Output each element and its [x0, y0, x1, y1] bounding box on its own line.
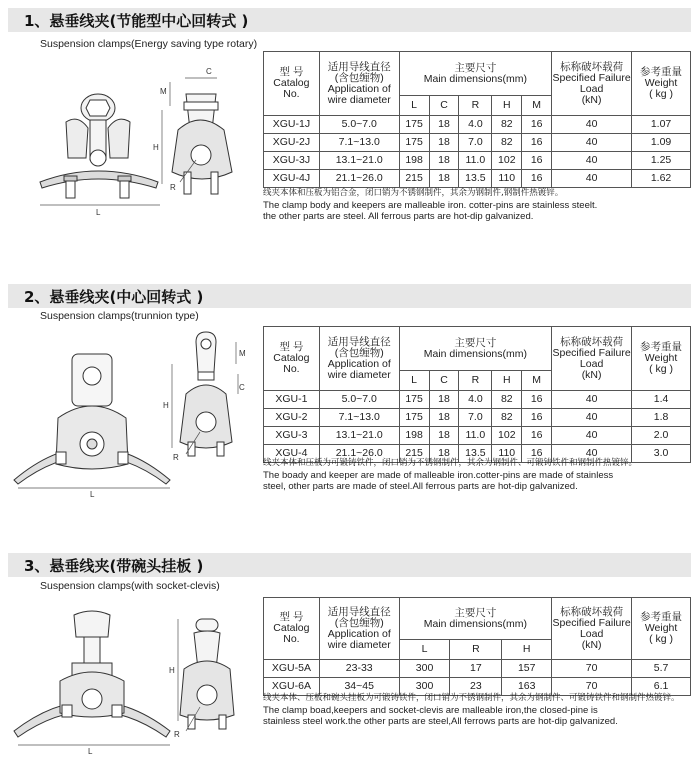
cell-load: 40: [552, 170, 632, 188]
cell-l: 215: [399, 170, 429, 188]
cell-weight: 1.25: [632, 152, 691, 170]
header-dims: 主要尺寸 Main dimensions(mm): [399, 327, 551, 371]
cell-c: 18: [429, 445, 459, 463]
clamp-drawing-socket-clevis: [10, 597, 255, 757]
header-dim-R: R: [450, 640, 502, 660]
cell-weight: 1.4: [632, 391, 691, 409]
spec-table: [263, 597, 691, 696]
cell-m: 16: [522, 391, 552, 409]
cell-weight: 2.0: [632, 427, 691, 445]
cell-weight: 1.8: [632, 409, 691, 427]
section-subtitle: Suspension clamps(Energy saving type rotary): [40, 38, 258, 50]
cell-no: XGU-1J: [264, 116, 320, 134]
section-subtitle: Suspension clamps(trunnion type): [40, 310, 199, 322]
cell-l: 215: [399, 445, 429, 463]
cell-l: 175: [399, 391, 429, 409]
header-catalog: 型 号 Catalog No.: [264, 598, 320, 660]
cell-h: 157: [502, 660, 552, 678]
cell-h: 82: [492, 391, 522, 409]
cell-l: 175: [399, 116, 429, 134]
cell-weight: 1.09: [632, 134, 691, 152]
section-1: [0, 0, 699, 240]
cell-l: 198: [399, 152, 429, 170]
cell-l: 300: [399, 678, 450, 696]
dim-label-R: R: [174, 730, 180, 739]
cell-weight: 1.07: [632, 116, 691, 134]
cell-h: 110: [492, 445, 522, 463]
cell-m: 16: [522, 445, 552, 463]
cell-r: 4.0: [459, 116, 492, 134]
cell-m: 16: [522, 152, 552, 170]
cell-load: 40: [552, 134, 632, 152]
cell-wire: 13.1~21.0: [319, 427, 399, 445]
header-load: 标称破坏载荷 Specified Failure Load (kN): [552, 52, 632, 116]
cell-no: XGU-2J: [264, 134, 320, 152]
dim-label-L: L: [96, 208, 101, 217]
cell-wire: 23-33: [319, 660, 399, 678]
cell-wire: 7.1~13.0: [319, 134, 399, 152]
cell-r: 13.5: [459, 170, 492, 188]
cell-no: XGU-6A: [264, 678, 320, 696]
cell-r: 17: [450, 660, 502, 678]
cell-wire: 7.1~13.0: [319, 409, 399, 427]
cell-load: 40: [552, 445, 632, 463]
cell-c: 18: [429, 134, 459, 152]
cell-h: 102: [492, 427, 522, 445]
dim-label-R: R: [170, 183, 176, 192]
cell-l: 300: [399, 660, 450, 678]
table-row: [264, 170, 691, 188]
spec-table: [263, 51, 691, 188]
header-catalog: 型 号 Catalog No.: [264, 52, 320, 116]
cell-r: 7.0: [459, 409, 492, 427]
section-subtitle: Suspension clamps(with socket-clevis): [40, 580, 220, 592]
header-dims: 主要尺寸 Main dimensions(mm): [399, 598, 552, 640]
dim-label-M: M: [160, 87, 167, 96]
section-title: 2、悬垂线夹(中心回转式 ): [24, 288, 204, 306]
cell-h: 82: [492, 134, 522, 152]
cell-h: 163: [502, 678, 552, 696]
clamp-drawing-energy-saving: [10, 60, 255, 220]
cell-h: 102: [492, 152, 522, 170]
cell-c: 18: [429, 116, 459, 134]
cell-wire: 21.1~26.0: [319, 445, 399, 463]
cell-wire: 13.1~21.0: [319, 152, 399, 170]
material-note-en: The clamp body and keepers are malleable iron. cotter-pins are stainless steelt. the other parts are steel. All ferrous parts are hot-dip galvanized.: [263, 200, 598, 222]
dim-label-R: R: [173, 453, 179, 462]
cell-no: XGU-1: [264, 391, 320, 409]
cell-h: 110: [492, 170, 522, 188]
header-wire: 适用导线直径 (含包缠物) Application of wire diameter: [319, 327, 399, 391]
header-weight: 参考重量 Weight ( kg ): [632, 52, 691, 116]
cell-no: XGU-2: [264, 409, 320, 427]
header-dim-R: R: [459, 371, 492, 391]
cell-weight: 6.1: [632, 678, 691, 696]
table-row: [264, 660, 691, 678]
cell-m: 16: [522, 170, 552, 188]
cell-r: 7.0: [459, 134, 492, 152]
section-title-bar: [8, 8, 691, 32]
dim-label-H: H: [163, 401, 169, 410]
section-title: 1、悬垂线夹(节能型中心回转式 ): [24, 12, 249, 30]
header-dim-L: L: [399, 640, 450, 660]
cell-m: 16: [522, 116, 552, 134]
cell-c: 18: [429, 427, 459, 445]
cell-r: 23: [450, 678, 502, 696]
material-note-en: The boady and keeper are made of malleable iron.cotter-pins are made of stainless steel, other parts are made of steel.All ferrous parts are hot-dip galvanized.: [263, 470, 614, 492]
header-dim-H: H: [492, 371, 522, 391]
dim-label-M: M: [239, 349, 246, 358]
header-dim-L: L: [399, 96, 429, 116]
cell-wire: 5.0~7.0: [319, 391, 399, 409]
cell-no: XGU-3: [264, 427, 320, 445]
cell-wire: 21.1~26.0: [319, 170, 399, 188]
cell-weight: 1.62: [632, 170, 691, 188]
section-title-bar: [8, 284, 691, 308]
header-dim-H: H: [502, 640, 552, 660]
cell-no: XGU-4J: [264, 170, 320, 188]
cell-l: 175: [399, 409, 429, 427]
table-row: [264, 391, 691, 409]
cell-wire: 34~45: [319, 678, 399, 696]
header-dim-C: C: [429, 96, 459, 116]
section-3: [0, 545, 699, 757]
cell-no: XGU-5A: [264, 660, 320, 678]
spec-table: [263, 326, 691, 463]
cell-weight: 5.7: [632, 660, 691, 678]
dim-label-L: L: [88, 747, 93, 756]
material-note-cn: 线夹本体和压板为铝合金，闭口销为不锈钢制件，其余为钢制件,钢制件热镀锌。: [263, 188, 564, 198]
header-dim-H: H: [492, 96, 522, 116]
header-dim-L: L: [399, 371, 429, 391]
cell-load: 40: [552, 391, 632, 409]
table-row: [264, 427, 691, 445]
cell-h: 82: [492, 409, 522, 427]
section-title-bar: [8, 553, 691, 577]
cell-load: 70: [552, 660, 632, 678]
dim-label-H: H: [153, 143, 159, 152]
cell-load: 40: [552, 427, 632, 445]
cell-l: 198: [399, 427, 429, 445]
header-weight: 参考重量 Weight ( kg ): [632, 327, 691, 391]
material-note-en: The clamp boad,keepers and socket-clevis are malleable iron,the closed-pine is stainless steel work.the other parts are steel,All ferrows parts are hot-dip galvanized.: [263, 705, 618, 727]
header-dim-R: R: [459, 96, 492, 116]
section-2: [0, 276, 699, 506]
material-note-cn: 线夹本体、压板和碗头挂板为可锻铸铁件，闭口销为不锈钢制件，其余为钢制件、可锻铸铁件和钢制件热镀锌。: [263, 693, 680, 703]
cell-m: 16: [522, 409, 552, 427]
cell-m: 16: [522, 134, 552, 152]
cell-no: XGU-3J: [264, 152, 320, 170]
header-load: 标称破坏载荷 Specified Failure Load (kN): [552, 327, 632, 391]
header-dim-M: M: [522, 371, 552, 391]
material-note-cn: 线夹本体和压板为可锻铸铁件，闭口销为不锈钢制件，其余为钢制件、可锻铸铁件和钢制件热镀锌。: [263, 458, 638, 468]
cell-load: 40: [552, 409, 632, 427]
cell-r: 11.0: [459, 152, 492, 170]
header-load: 标称破坏载荷 Specified Failure Load (kN): [552, 598, 632, 660]
header-wire: 适用导线直径 (含包缠物) Application of wire diameter: [319, 598, 399, 660]
cell-load: 70: [552, 678, 632, 696]
cell-c: 18: [429, 170, 459, 188]
clamp-drawing-trunnion: [10, 324, 255, 499]
cell-r: 11.0: [459, 427, 492, 445]
table-row: [264, 134, 691, 152]
table-row: [264, 116, 691, 134]
header-weight: 参考重量 Weight ( kg ): [632, 598, 691, 660]
cell-load: 40: [552, 116, 632, 134]
header-catalog: 型 号 Catalog No.: [264, 327, 320, 391]
table-row: [264, 152, 691, 170]
dim-label-C: C: [239, 383, 245, 392]
header-dim-C: C: [429, 371, 459, 391]
cell-c: 18: [429, 391, 459, 409]
header-wire: 适用导线直径 (含包缠物) Application of wire diameter: [319, 52, 399, 116]
cell-l: 175: [399, 134, 429, 152]
dim-label-H: H: [169, 666, 175, 675]
cell-c: 18: [429, 409, 459, 427]
cell-c: 18: [429, 152, 459, 170]
cell-m: 16: [522, 427, 552, 445]
section-title: 3、悬垂线夹(带碗头挂板 ): [24, 557, 204, 575]
dim-label-C: C: [206, 67, 212, 76]
cell-wire: 5.0~7.0: [319, 116, 399, 134]
table-row: [264, 409, 691, 427]
header-dims: 主要尺寸 Main dimensions(mm): [399, 52, 551, 96]
cell-weight: 3.0: [632, 445, 691, 463]
cell-h: 82: [492, 116, 522, 134]
cell-r: 13.5: [459, 445, 492, 463]
cell-load: 40: [552, 152, 632, 170]
dim-label-L: L: [90, 490, 95, 499]
header-dim-M: M: [522, 96, 552, 116]
cell-r: 4.0: [459, 391, 492, 409]
cell-no: XGU-4: [264, 445, 320, 463]
